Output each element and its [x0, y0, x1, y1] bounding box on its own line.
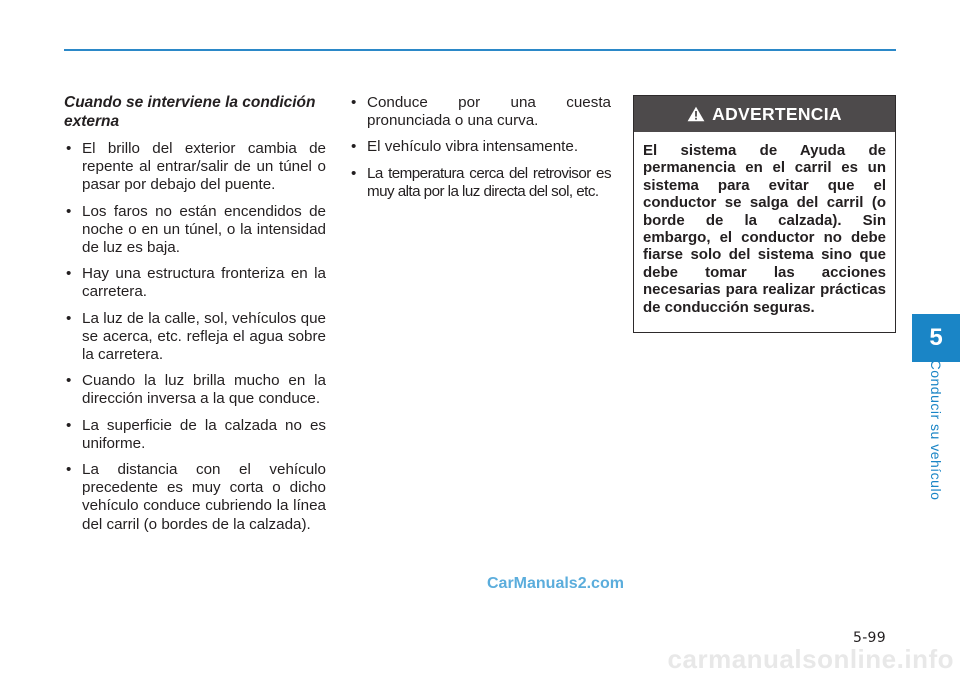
header-rule [64, 49, 896, 51]
list-item: • La distancia con el vehículo precedente es muy corta o dicho vehículo conduce cubriendo la línea del carril (o bordes de la calzada). [64, 461, 326, 534]
chapter-tab: 5 [912, 314, 960, 362]
list-item: • La superficie de la calzada no es uniforme. [64, 417, 326, 453]
list-item: • La temperatura cerca del retrovisor es muy alta por la luz directa del sol, etc. [349, 165, 611, 201]
left-column [64, 94, 326, 542]
list-item: • El brillo del exterior cambia de repente al entrar/salir de un túnel o pasar por debajo del puente. [64, 140, 326, 195]
page-number: 5-99 [853, 630, 886, 646]
conditions-list-continued [349, 94, 611, 201]
warning-triangle-icon [687, 106, 705, 122]
chapter-label: Conducir su vehículo [928, 359, 944, 501]
section-title: Cuando se interviene la condición externa [64, 94, 316, 130]
list-item: • Cuando la luz brilla mucho en la dirección inversa a la que conduce. [64, 372, 326, 408]
list-item: • La luz de la calle, sol, vehículos que se acerca, etc. refleja el agua sobre la carretera. [64, 310, 326, 365]
watermark-footer: carmanualsonline.info [667, 644, 954, 674]
list-item: • Hay una estructura fronteriza en la carretera. [64, 265, 326, 301]
conditions-list [64, 140, 326, 534]
list-item: • El vehículo vibra intensamente. [349, 138, 611, 156]
list-item: • Los faros no están encendidos de noche o en un túnel, o la intensidad de luz es baja. [64, 203, 326, 258]
warning-header [634, 96, 895, 132]
warning-text: El sistema de Ayuda de permanencia en el carril es un sistema para evitar que el conductor se salga del carril (o borde de la calzada). Sin embargo, el conductor no debe fiarse solo del sistema sino que debe tomar las acciones necesarias para realizar prácticas de conducción seguras. [643, 142, 886, 316]
list-item: • Conduce por una cuesta pronunciada o una curva. [349, 94, 611, 130]
warning-title: ADVERTENCIA [712, 103, 842, 124]
watermark-link[interactable]: CarManuals2.com [487, 575, 624, 592]
middle-column [349, 94, 611, 209]
warning-box [633, 95, 896, 333]
